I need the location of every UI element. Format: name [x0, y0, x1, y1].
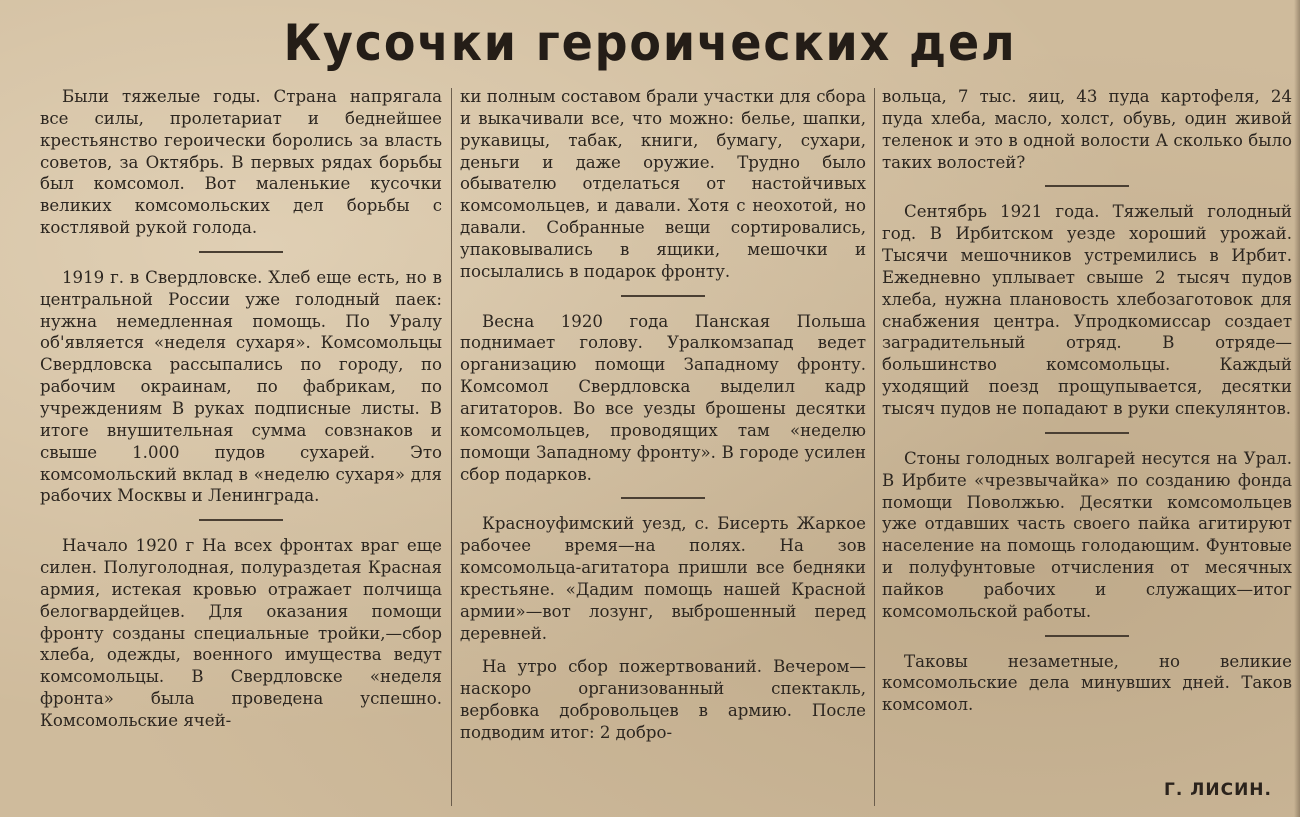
section-separator	[199, 251, 283, 253]
article-headline: Кусочки героических дел	[283, 14, 1017, 72]
paragraph: Сентябрь 1921 года. Тяжелый голодный год. В Ирбитском уезде хороший урожай. Тысячи мешочников устремились в Ирбит. Ежедневно уплывает свыше 2 тысяч пудов хлеба, нужна плановость хлебозаготовок для снабжения центра. Упродкомиссар создает заградительный отряд. В отряде—большинство комсомольцы. Каждый уходящий поезд прощупывается, десятки тысяч пудов не попадают в руки спекулянтов.	[882, 202, 1292, 418]
section-separator	[1045, 185, 1129, 187]
author-signature: Г. ЛИСИН.	[1164, 780, 1272, 800]
section-separator	[621, 295, 705, 297]
section-separator	[621, 497, 705, 499]
section-separator	[199, 519, 283, 521]
section-separator	[1045, 432, 1129, 434]
paragraph: Были тяжелые годы. Страна напрягала все силы, пролетариат и беднейшее крестьянство героически боролись за власть советов, за Октябрь. В первых рядах борьбы был комсомол. Вот маленькие кусочки великих комсомольских дел борьбы с костлявой рукой голода.	[40, 87, 442, 238]
page-edge-shadow	[1294, 0, 1300, 817]
article-column-3	[882, 86, 1292, 808]
section-separator	[1045, 635, 1129, 637]
paragraph: 1919 г. в Свердловске. Хлеб еще есть, но в центральной России уже голодный паек: нужна немедленная помощь. По Уралу об'является «неделя сухаря». Комсомольцы Свердловска рассыпались по городу, по рабочим окраинам, по фабрикам, по учреждениям В руках подписные листы. В итоге внушительная сумма совзнаков и свыше 1.000 пудов сухарей. Это комсомольский вклад в «неделю сухаря» для рабочих Москвы и Ленинграда.	[40, 267, 442, 506]
column-divider	[874, 88, 875, 806]
paragraph: На утро сбор пожертвований. Вечером—наскоро организованный спектакль, вербовка добровольцев в армию. После подводим итог: 2 добро-	[460, 657, 866, 742]
article-column-2	[460, 86, 866, 808]
paragraph: Весна 1920 года Панская Польша поднимает голову. Уралкомзапад ведет организацию помощи Западному фронту. Комсомол Свердловска выделил кадр агитаторов. Во все уезды брошены десятки комсомольцев, проводящих там «неделю помощи Западному фронту». В городе усилен сбор подарков.	[460, 311, 866, 484]
paragraph: вольца, 7 тыс. яиц, 43 пуда картофеля, 24 пуда хлеба, масло, холст, обувь, один живой теленок и это в одной волости А сколько было таких волостей?	[882, 87, 1292, 172]
article-column-1	[40, 86, 442, 808]
paragraph: Стоны голодных волгарей несутся на Урал. В Ирбите «чрезвычайка» по созданию фонда помощи Поволжью. Десятки комсомольцев уже отдавших часть своего пайка агитируют население на помощь голодающим. Фунтовые и полуфунтовые отчисления от месячных пайков рабочих и служащих—итог комсомольской работы.	[882, 448, 1292, 621]
paragraph: Красноуфимский уезд, с. Бисерть Жаркое рабочее время—на полях. На зов комсомольца-агитатора пришли все бедняки крестьяне. «Дадим помощь нашей Красной армии»—вот лозунг, выброшенный перед деревней.	[460, 514, 866, 643]
paragraph: Начало 1920 г На всех фронтах враг еще силен. Полуголодная, полураздетая Красная армия, истекая кровью отражает полчища белогвардейцев. Для оказания помощи фронту созданы специальные тройки,—сбор хлеба, одежды, военного имущества ведут комсомольцы. В Свердловске «неделя фронта» была проведена успешно. Комсомольские ячей-	[40, 536, 442, 730]
paragraph: Таковы незаметные, но великие комсомольские дела минувших дней. Таков комсомол.	[882, 651, 1292, 715]
column-divider	[451, 88, 452, 806]
paragraph: ки полным составом брали участки для сбора и выкачивали все, что можно: белье, шапки, рукавицы, табак, книги, бумагу, сухари, деньги и даже оружие. Трудно было обывателю отделаться от настойчивых комсомольцев, и давали. Хотя с неохотой, но давали. Собранные вещи сортировались, упаковывались в ящики, мешочки и посылались в подарок фронту.	[460, 87, 866, 281]
